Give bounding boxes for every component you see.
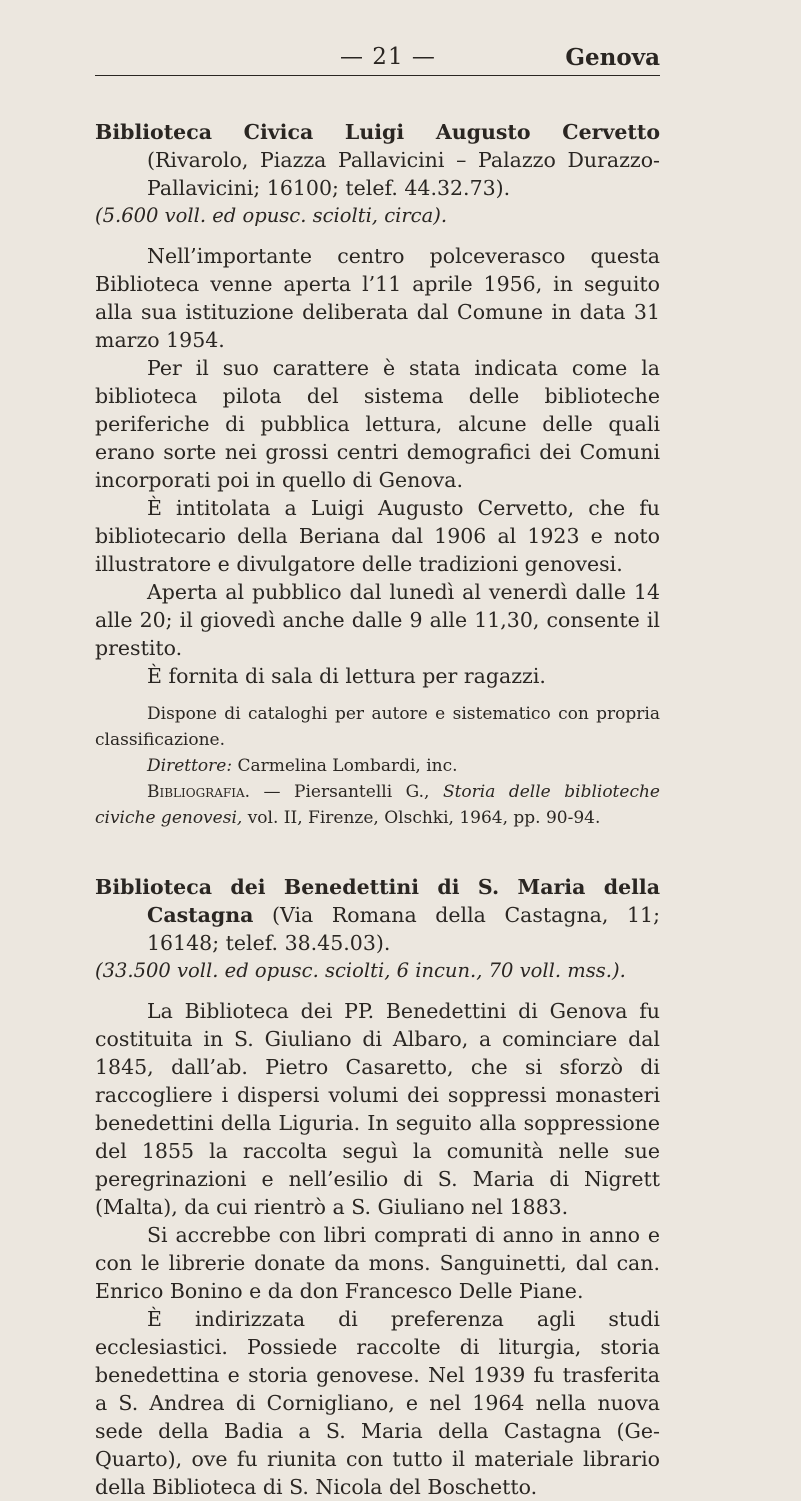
body-paragraph: È fornita di sala di lettura per ragazzi. [147,664,546,688]
header-rule [95,75,660,76]
director-label: Direttore: [147,756,233,776]
holdings-summary: (5.600 voll. ed opusc. sciolti, circa). [95,204,448,227]
entry-biblioteca-benedettini [95,873,660,1501]
library-address: (Rivarolo, Piazza Pallavicini – Palazzo Durazzo-Pallavicini; 16100; telef. 44.32.73). [147,148,660,200]
bibliography-note [95,779,660,831]
entry-heading [95,118,660,202]
body-paragraph: Si accrebbe con libri comprati di anno in anno e con le librerie donate da mons. Sanguinetti, dal can. Enrico Bonino e da don Francesco Delle Piane. [95,1223,660,1303]
bibliography-author: — Piersantelli G., [250,782,443,802]
body-paragraph: La Biblioteca dei PP. Benedettini di Genova fu costituita in S. Giuliano di Albaro, a cominciare dal 1845, dall’ab. Pietro Casaretto, che si sforzò di raccogliere i dispersi volumi dei soppressi monasteri benedettini della Liguria. In seguito alla soppressione del 1855 la raccolta seguì la comunità nelle sue peregrinazioni e nell’esilio di S. Maria di Nigrett (Malta), da cui rientrò a S. Giuliano nel 1883. [95,999,660,1219]
body-paragraph: È intitolata a Luigi Augusto Cervetto, che fu bibliotecario della Beriana dal 1906 al 1923 e noto illustratore e divulgatore delle tradizioni genovesi. [95,496,660,576]
bibliography-details: vol. II, Firenze, Olschki, 1964, pp. 90-94. [242,808,601,828]
holdings-summary: (33.500 voll. ed opusc. sciolti, 6 incun., 70 voll. mss.). [95,959,626,982]
body-paragraph: È indirizzata di preferenza agli studi ecclesiastici. Possiede raccolte di liturgia, storia benedettina e storia genovese. Nel 1939 fu trasferita a S. Andrea di Cornigliano, e nel 1964 nella nuova sede della Badia a S. Maria della Castagna (Ge-Quarto), ove fu riunita con tutto il materiale librario della Biblioteca di S. Nicola del Boschetto. [95,1307,660,1499]
library-name: Biblioteca Civica Luigi Augusto Cervetto [95,120,660,144]
page-number: — 21 — [340,44,436,70]
entry-biblioteca-cervetto [95,118,660,831]
entry-heading [95,873,660,957]
director-value: Carmelina Lombardi, inc. [232,756,458,776]
body-paragraph: Aperta al pubblico dal lunedì al venerdì dalle 14 alle 20; il giovedì anche dalle 9 alle 11,30, consente il prestito. [95,580,660,660]
body-paragraph: Nell’importante centro polceverasco questa Biblioteca venne aperta l’11 aprile 1956, in seguito alla sua istituzione deliberata dal Comune in data 31 marzo 1954. [95,244,660,352]
page-header [95,44,660,76]
library-address: (Via Romana della Castagna, 11; 16148; telef. 38.45.03). [147,903,660,955]
bibliography-label: Bibliografia. [147,782,251,802]
library-name: Biblioteca dei Benedettini di S. Maria della Castagna [95,875,660,927]
director-note [95,753,660,779]
bibliography-title: Storia delle biblioteche civiche genovesi, [95,782,660,828]
catalogs-note: Dispone di cataloghi per autore e sistematico con propria classificazione. [95,704,660,750]
running-title: Genova [565,44,660,71]
body-paragraph: Per il suo carattere è stata indicata come la biblioteca pilota del sistema delle biblioteche periferiche di pubblica lettura, alcune delle quali erano sorte nei grossi centri demografici dei Comuni incorporati poi in quello di Genova. [95,356,660,492]
page-content [95,118,660,1501]
